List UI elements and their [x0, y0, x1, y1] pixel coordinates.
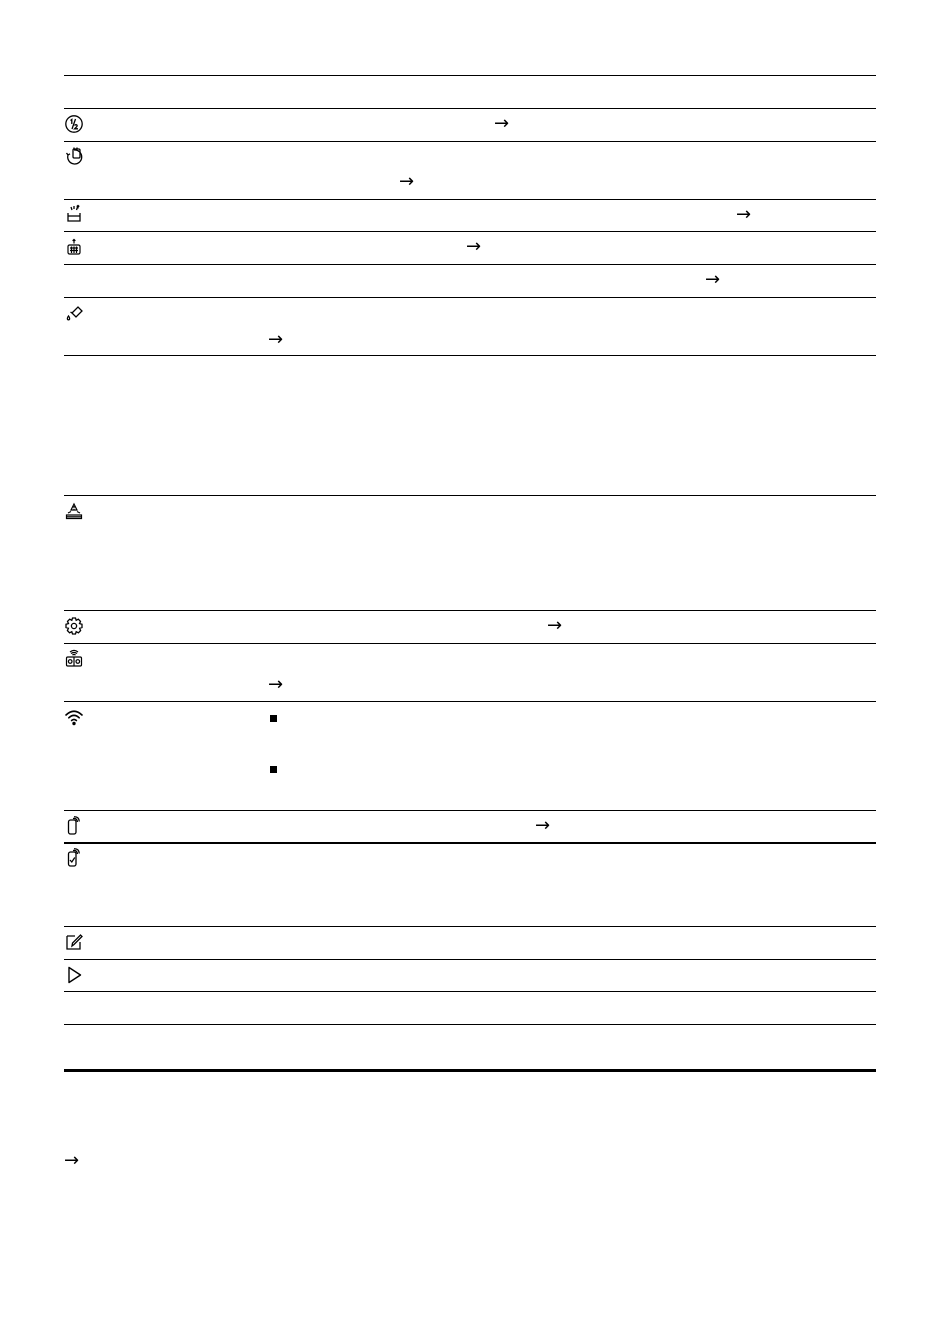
hygiene-plus-icon	[64, 237, 84, 257]
row-arrow: →	[268, 329, 284, 350]
list-bullet	[270, 766, 277, 773]
row-divider	[64, 701, 876, 702]
edit-icon	[64, 932, 84, 952]
phone-remote-icon	[64, 816, 84, 836]
row-divider	[64, 959, 876, 960]
row-divider	[64, 926, 876, 927]
row-arrow: →	[494, 113, 510, 134]
row-divider	[64, 297, 876, 298]
row-arrow: →	[399, 171, 415, 192]
row-divider	[64, 643, 876, 644]
phone-check-icon	[64, 848, 84, 868]
row-arrow: →	[547, 615, 563, 636]
row-arrow: →	[466, 236, 482, 257]
remote-start-icon	[64, 648, 84, 668]
row-arrow: →	[705, 269, 721, 290]
row-divider	[64, 610, 876, 611]
list-bullet	[270, 715, 277, 722]
row-arrow: →	[268, 674, 284, 695]
wifi-icon	[64, 707, 84, 727]
row-divider	[64, 199, 876, 200]
row-divider	[64, 495, 876, 496]
row-arrow: →	[535, 815, 551, 836]
section-divider	[64, 842, 876, 844]
footer-arrow: →	[64, 1150, 80, 1171]
table-top-rule	[64, 75, 876, 76]
row-divider	[64, 355, 876, 356]
extra-dry-icon	[64, 146, 84, 166]
row-divider	[64, 108, 876, 109]
row-divider	[64, 1024, 876, 1025]
table-bottom-rule	[64, 1069, 876, 1072]
row-divider	[64, 141, 876, 142]
row-divider	[64, 991, 876, 992]
row-divider	[64, 810, 876, 811]
intensive-zone-icon	[64, 204, 84, 224]
play-icon	[64, 965, 84, 985]
settings-gear-icon	[64, 616, 84, 636]
machine-care-icon	[64, 501, 84, 521]
row-arrow: →	[736, 204, 752, 225]
row-divider	[64, 264, 876, 265]
half-load-icon	[64, 114, 84, 134]
rinse-aid-icon	[64, 303, 84, 323]
row-divider	[64, 231, 876, 232]
